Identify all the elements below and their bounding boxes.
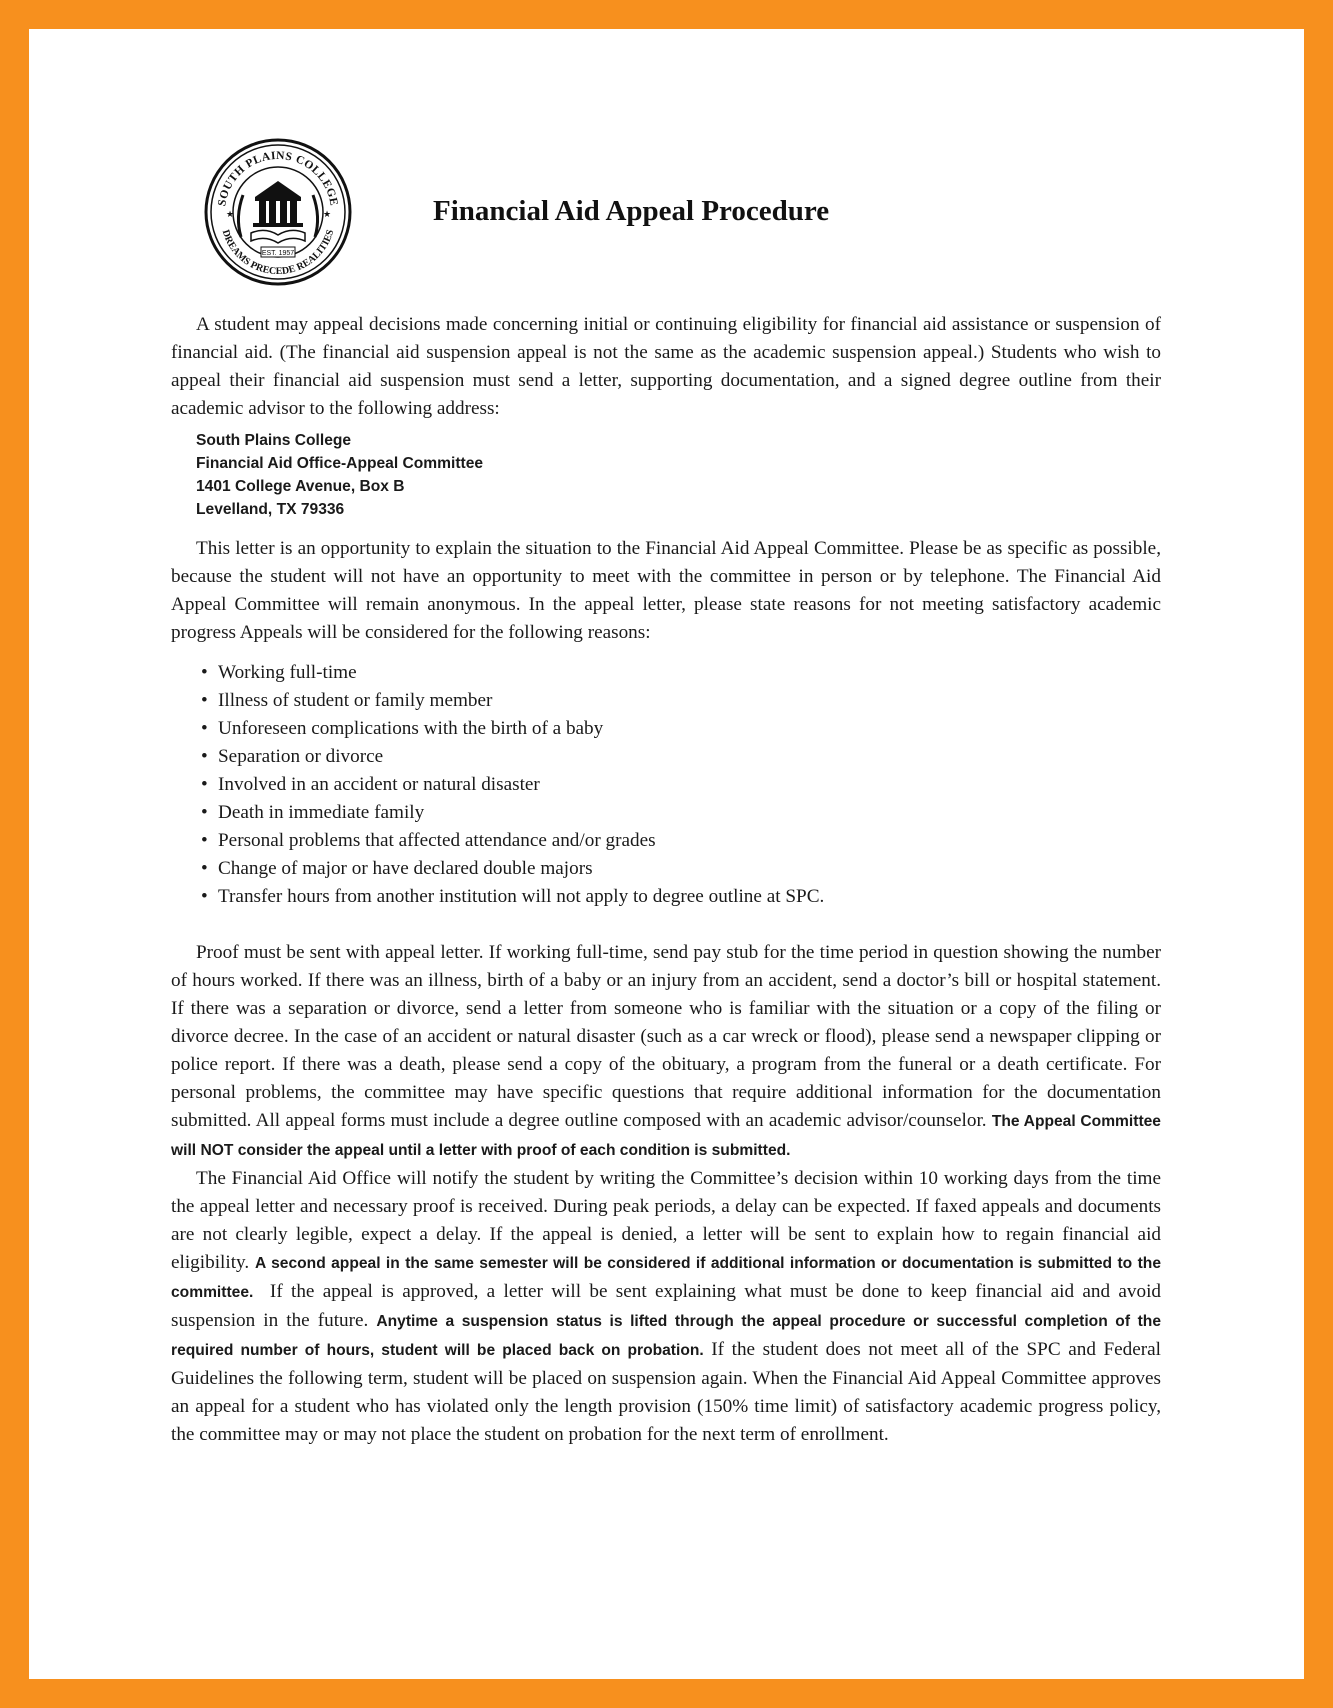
notify-text: If the student does not meet all of the SPC and Federal Guidelines the following term, student will be placed on suspension again. When the Financial Aid Appeal Committee approves an appeal for a student who has violated only the length provision (150% time limit) of satisfactory academic progress policy, the committee may or may not place the student on probation for the next term of enrollment.: [171, 1339, 1161, 1445]
svg-text:★: ★: [323, 209, 332, 219]
svg-text:EST. 1957: EST. 1957: [261, 250, 295, 257]
address-line: 1401 College Avenue, Box B: [196, 478, 405, 495]
svg-text:SOUTH PLAINS COLLEGE: SOUTH PLAINS COLLEGE: [216, 149, 340, 207]
list-item: • Involved in an accident or natural disaster: [196, 771, 1161, 799]
page-title: Financial Aid Appeal Procedure: [433, 195, 830, 227]
svg-text:★: ★: [226, 209, 235, 219]
document-page: [29, 29, 1304, 1679]
address-line: Levelland, TX 79336: [196, 501, 345, 518]
opportunity-paragraph: This letter is an opportunity to explain the situation to the Financial Aid Appeal Committee. Please be as specific as possible, because the student will not have an opportunity to meet with the committee in person or by telephone. The Financial Aid Appeal Committee will remain anonymous. In the appeal letter, please state reasons for not meeting satisfactory academic progress Appeals will be considered for the following reasons:: [171, 538, 1161, 643]
address-line: South Plains College: [196, 432, 352, 449]
list-item: • Illness of student or family member: [196, 687, 1161, 715]
list-item: • Transfer hours from another institution will not apply to degree outline at SPC.: [196, 883, 1161, 911]
list-item: • Change of major or have declared double majors: [196, 855, 1161, 883]
notify-bold-text: Anytime a suspension status is lifted through the appeal procedure or successful completion of the required number of hours, student will be placed back on probation.: [171, 1313, 1161, 1359]
list-item: • Unforeseen complications with the birth of a baby: [196, 715, 1161, 743]
notify-bold-text: A second appeal in the same semester will be considered if additional information or documentation is submitted to the committee.: [171, 1255, 1162, 1301]
proof-paragraph: [171, 939, 1161, 1165]
list-item: • Working full-time: [196, 659, 1161, 687]
list-item: • Separation or divorce: [196, 743, 1161, 771]
appeal-reasons-list: [196, 659, 1161, 911]
svg-text:DREAMS PRECEDE REALITIES: DREAMS PRECEDE REALITIES: [219, 228, 337, 278]
document-body: [171, 311, 1166, 1449]
proof-bold-text: The Appeal Committee will NOT consider the appeal until a letter with proof of each condition is submitted.: [171, 1113, 1161, 1159]
proof-text: Proof must be sent with appeal letter. If working full-time, send pay stub for the time period in question showing the number of hours worked. If there was an illness, birth of a baby or an injury from an accident, send a doctor’s bill or hospital statement. If there was a separation or divorce, send a letter from someone who is familiar with the situation or a copy of the filing or divorce decree. In the case of an accident or natural disaster (such as a car wreck or flood), please send a newspaper clipping or police report. If there was a death, please send a copy of the obituary, a program from the funeral or a death certificate. For personal problems, the committee may have specific questions that require additional information for the documentation submitted. All appeal forms must include a degree outline composed with an academic advisor/counselor.: [171, 942, 1161, 1131]
list-item: • Death in immediate family: [196, 799, 1161, 827]
intro-paragraph: A student may appeal decisions made concerning initial or continuing eligibility for financial aid assistance or suspension of financial aid. (The financial aid suspension appeal is not the same as the academic suspension appeal.) Students who wish to appeal their financial aid suspension must send a letter, supporting documentation, and a signed degree outline from their academic advisor to the following address:: [171, 314, 1161, 419]
notification-paragraph: [171, 1165, 1166, 1449]
college-seal-logo: [203, 137, 353, 287]
notify-text: If the appeal is approved, a letter will be sent explaining what must be done to keep financial aid and avoid suspension in the future.: [171, 1281, 1166, 1331]
list-item: • Personal problems that affected attendance and/or grades: [196, 827, 1161, 855]
notify-text: The Financial Aid Office will notify the student by writing the Committee’s decision within 10 working days from the time the appeal letter and necessary proof is received. During peak periods, a delay can be expected. If faxed appeals and documents are not clearly legible, expect a delay. If the appeal is denied, a letter will be sent to explain how to regain financial aid eligibility.: [171, 1168, 1161, 1273]
mailing-address: [196, 429, 1161, 521]
address-line: Financial Aid Office-Appeal Committee: [196, 455, 484, 472]
